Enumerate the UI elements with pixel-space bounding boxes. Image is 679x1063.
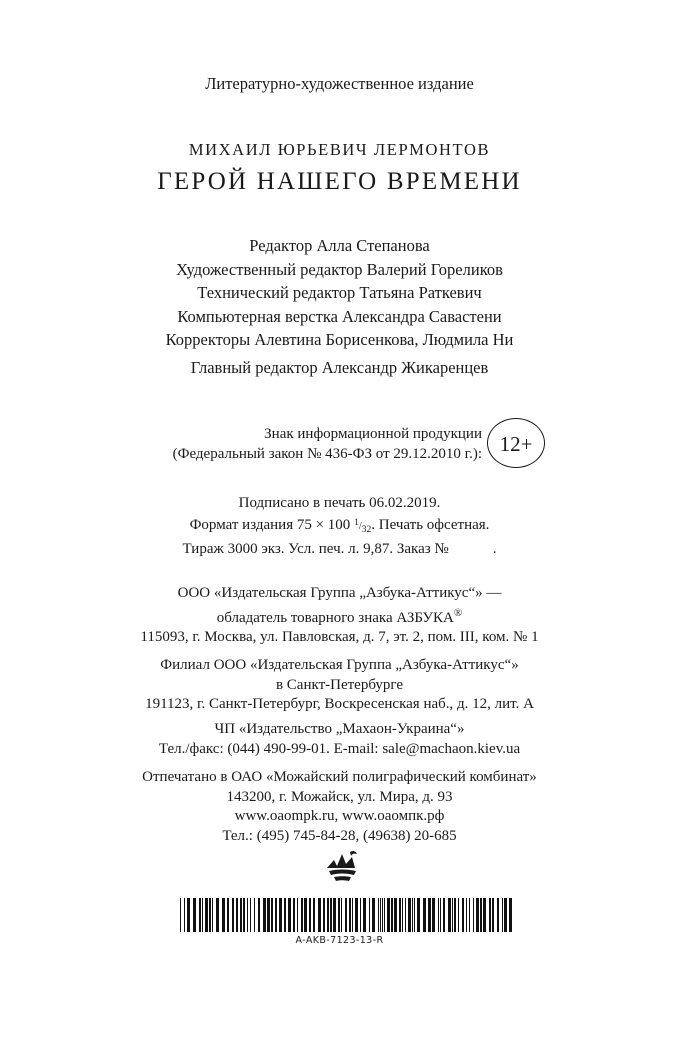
branch-name: Филиал ООО «Издательская Группа „Азбука-Аттикус“» [160,657,519,673]
age-rating-label [140,424,482,464]
barcode-code: A-AKB-7123-13-R [295,935,384,946]
printer-name: Отпечатано в ОАО «Можайский полиграфический комбинат» [142,769,537,785]
format-suffix: . Печать офсетная. [371,516,490,533]
signed-to-print: Подписано в печать 06.02.2019. [238,495,441,511]
print-details [0,494,679,560]
ukraine-block [0,720,679,759]
trademark-text: обладатель товарного знака АЗБУКА [216,609,454,626]
barcode [180,898,512,932]
branch-block [0,656,679,715]
publisher-trademark [0,604,679,629]
format-prefix: Формат издания 75 × 100 [189,516,351,533]
author-name: МИХАИЛ ЮРЬЕВИЧ ЛЕРМОНТОВ [188,140,491,159]
edition-format [0,514,679,541]
publisher-block [0,584,679,648]
printer-websites: www.oaompk.ru, www.оаомпк.рф [234,808,445,824]
publisher-address: 115093, г. Москва, ул. Павловская, д. 7, эт. 2, пом. III, ком. № 1 [140,629,539,645]
credit-technical-editor: Технический редактор Татьяна Раткевич [197,283,482,303]
publisher-name: ООО «Издательская Группа „Азбука-Аттикус“» — [177,585,502,601]
age-rating-badge: 12+ [487,418,545,468]
printer-phones: Тел.: (495) 745-84-28, (49638) 20-685 [222,827,457,844]
ukraine-contacts: Тел./факс: (044) 490-99-01. E-mail: sale@machaon.kiev.ua [158,740,521,757]
format-fraction: $^1/_{32}$ [354,517,372,535]
format-numerator: 1 [354,517,359,528]
branch-city: в Санкт-Петербурге [275,676,404,693]
print-run-text: Тираж 3000 экз. Усл. печ. л. 9,87. Заказ № [182,541,449,557]
print-run-end: . [492,541,497,557]
staff-credits [0,234,679,352]
ukraine-publisher: ЧП «Издательство „Махаон-Украина“» [214,721,465,737]
age-rating-text-line2: (Федеральный закон № 436-ФЗ от 29.12.2010 г.): [172,446,482,462]
age-rating-text-line1: Знак информационной продукции [264,426,482,442]
print-run [0,540,679,560]
chief-editor: Главный редактор Александр Жикаренцев [190,358,489,377]
format-denominator: 32 [361,524,372,535]
printer-block [0,768,679,846]
branch-address: 191123, г. Санкт-Петербург, Воскресенская наб., д. 12, лит. А [145,696,534,712]
printer-address: 143200, г. Можайск, ул. Мира, д. 93 [226,788,453,805]
publisher-crown-logo-icon [325,848,359,886]
book-title: ГЕРОЙ НАШЕГО ВРЕМЕНИ [157,168,522,195]
credit-editor: Редактор Алла Степанова [249,236,430,255]
credit-proofreaders: Корректоры Алевтина Борисенкова, Людмила Ни [165,330,514,350]
edition-genre: Литературно-художественное издание [205,74,474,93]
credit-layout: Компьютерная верстка Александра Савастени [177,306,502,326]
credit-art-editor: Художественный редактор Валерий Гореликов [176,259,503,279]
registered-mark: ® [453,606,463,619]
